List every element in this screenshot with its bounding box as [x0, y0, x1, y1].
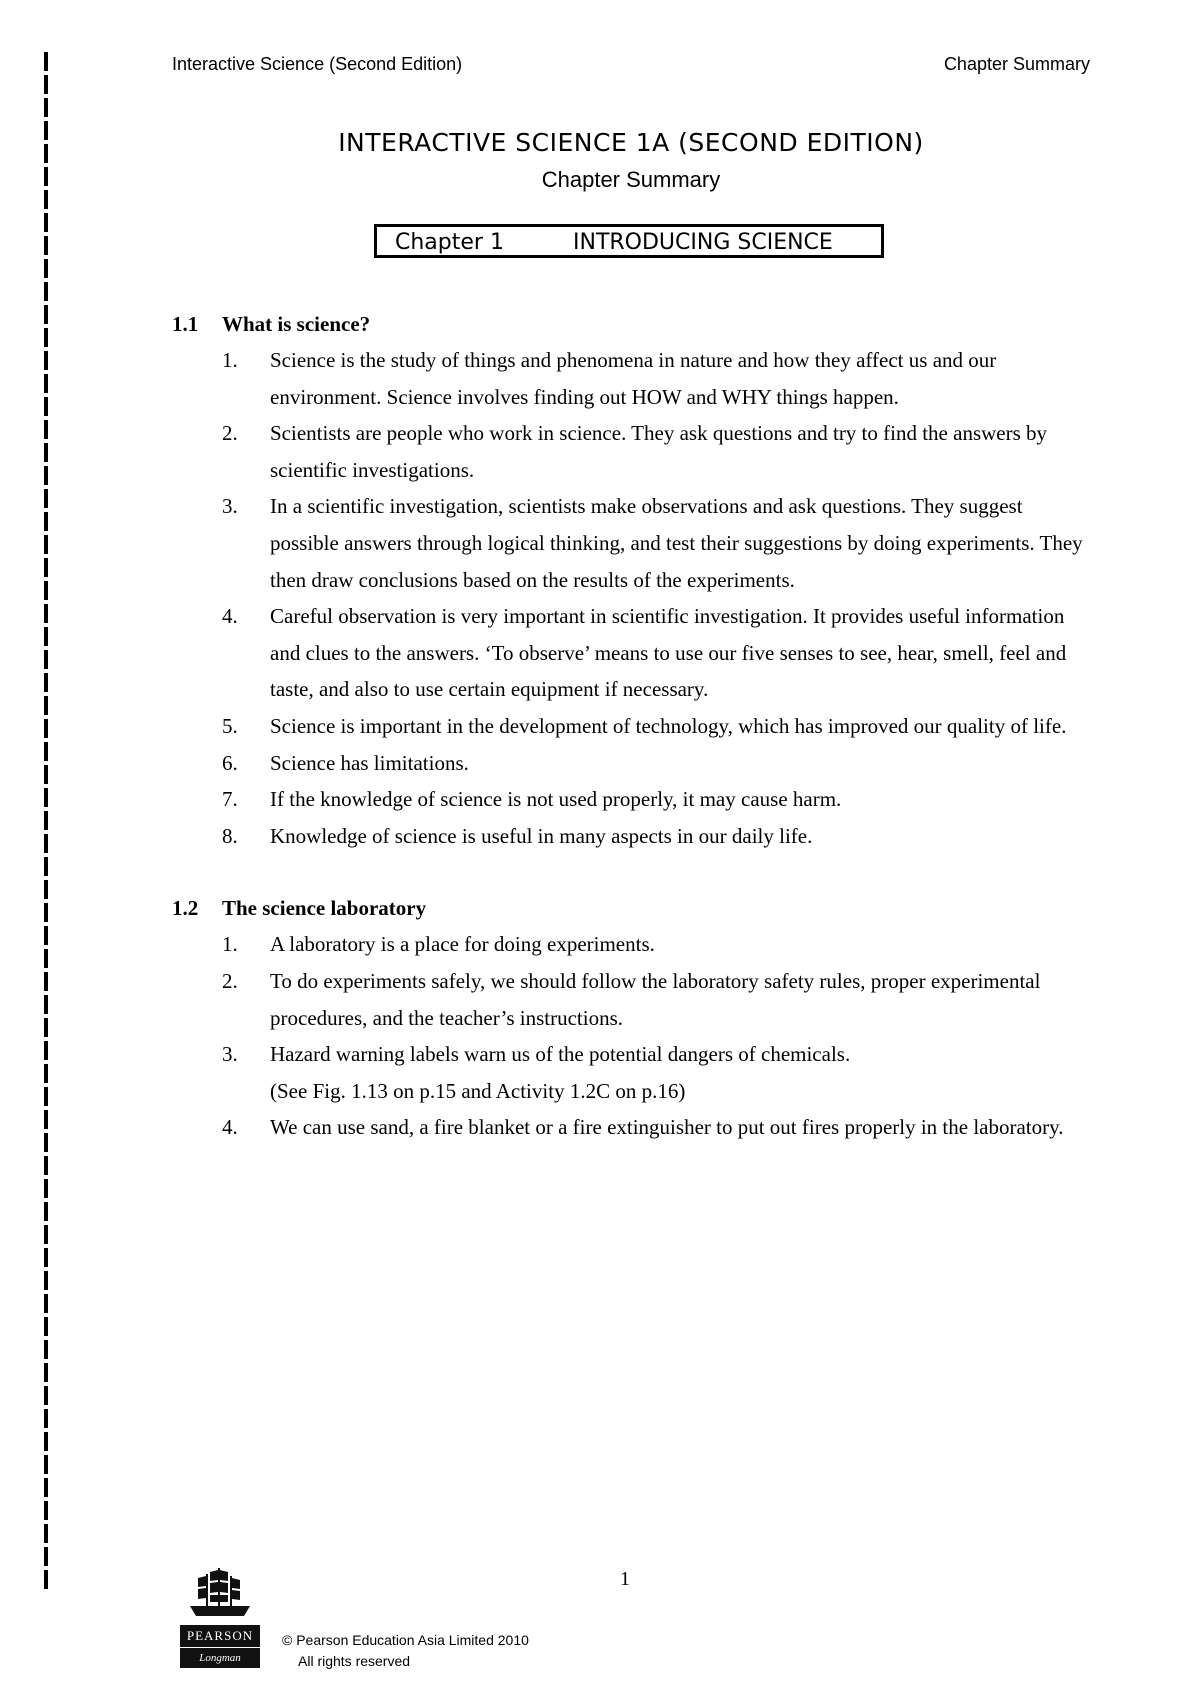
list-item: [172, 342, 1090, 415]
item-text: A laboratory is a place for doing experiments.: [270, 932, 655, 957]
ship-icon: [180, 1566, 260, 1620]
item-number: 3.: [222, 1042, 238, 1067]
document-title: INTERACTIVE SCIENCE 1A (SECOND EDITION): [338, 128, 924, 157]
item-text: To do experiments safely, we should follow the laboratory safety rules, proper experimental procedures, and the teacher’s instructions.: [270, 968, 1041, 1030]
list-item: [172, 488, 1090, 598]
item-text: Careful observation is very important in scientific investigation. It provides useful information and clues to the answers. ‘To observe’ means to use our five senses to see, hear, smell, feel and taste, and also to use certain equipment if necessary.: [270, 604, 1067, 702]
list-item: [172, 781, 1090, 818]
document-subtitle: Chapter Summary: [541, 167, 721, 192]
section-title: What is science?: [222, 312, 371, 336]
item-number: 1.: [222, 348, 238, 372]
section-title: The science laboratory: [222, 896, 427, 921]
section-item-list: [172, 342, 1090, 854]
item-text: Knowledge of science is useful in many aspects in our daily life.: [270, 823, 813, 848]
list-item: [172, 745, 1090, 782]
item-text: In a scientific investigation, scientists make observations and ask questions. They suggest possible answers through logical thinking, and test their suggestions by doing experiments. They then draw conclusions based on the results of the experiments.: [270, 494, 1083, 592]
section-heading: [172, 890, 1090, 926]
running-header: [172, 54, 1090, 78]
list-item: [172, 708, 1090, 745]
summary-content: [172, 306, 1090, 1146]
list-item: [172, 598, 1090, 708]
item-number: 6.: [222, 750, 238, 775]
item-number: 4.: [222, 1115, 238, 1140]
item-number: 1.: [222, 932, 238, 957]
publisher-logo: [180, 1566, 260, 1668]
section-number: 1.1: [172, 312, 199, 336]
list-item: [172, 926, 1090, 963]
item-text: We can use sand, a fire blanket or a fire extinguisher to put out fires properly in the laboratory.: [270, 1115, 1064, 1140]
copyright-text: © Pearson Education Asia Limited 2010: [282, 1632, 529, 1648]
chapter-number: Chapter 1: [395, 230, 504, 255]
item-number: 4.: [222, 604, 238, 629]
item-text: Science is the study of things and phenomena in nature and how they affect us and our environment. Science involves finding out HOW and WHY things happen.: [270, 348, 997, 409]
chapter-heading-box: [374, 224, 884, 258]
header-book-title: Interactive Science (Second Edition): [172, 54, 463, 74]
section-item-list: [172, 926, 1090, 1146]
copyright-notice: [282, 1630, 529, 1672]
list-item: [172, 963, 1090, 1036]
list-item: [172, 1036, 1090, 1109]
item-text: If the knowledge of science is not used properly, it may cause harm.: [270, 787, 842, 812]
binding-margin-line: [44, 52, 48, 1592]
section-number: 1.2: [172, 896, 199, 921]
item-text: Scientists are people who work in science. They ask questions and try to find the answers by scientific investigations.: [270, 421, 1048, 482]
section-heading: [172, 306, 1090, 342]
logo-imprint: Longman: [180, 1648, 260, 1668]
list-item: [172, 818, 1090, 855]
item-number: 7.: [222, 787, 238, 812]
item-number: 3.: [222, 494, 238, 519]
header-section-label: Chapter Summary: [943, 54, 1090, 74]
item-text: Hazard warning labels warn us of the potential dangers of chemicals.: [270, 1042, 851, 1067]
page-number: 1: [620, 1568, 630, 1590]
item-number: 2.: [222, 421, 238, 446]
item-number: 5.: [222, 713, 238, 738]
list-item: [172, 1109, 1090, 1146]
chapter-name: INTRODUCING SCIENCE: [573, 230, 833, 255]
item-note: (See Fig. 1.13 on p.15 and Activity 1.2C on p.16): [270, 1078, 686, 1103]
item-text: Science is important in the development of technology, which has improved our quality of life.: [270, 713, 1067, 738]
item-number: 8.: [222, 823, 238, 848]
logo-wordmark: PEARSON: [180, 1625, 260, 1647]
list-item: [172, 415, 1090, 488]
rights-text: All rights reserved: [298, 1653, 411, 1669]
item-number: 2.: [222, 968, 238, 993]
item-text: Science has limitations.: [270, 750, 469, 775]
